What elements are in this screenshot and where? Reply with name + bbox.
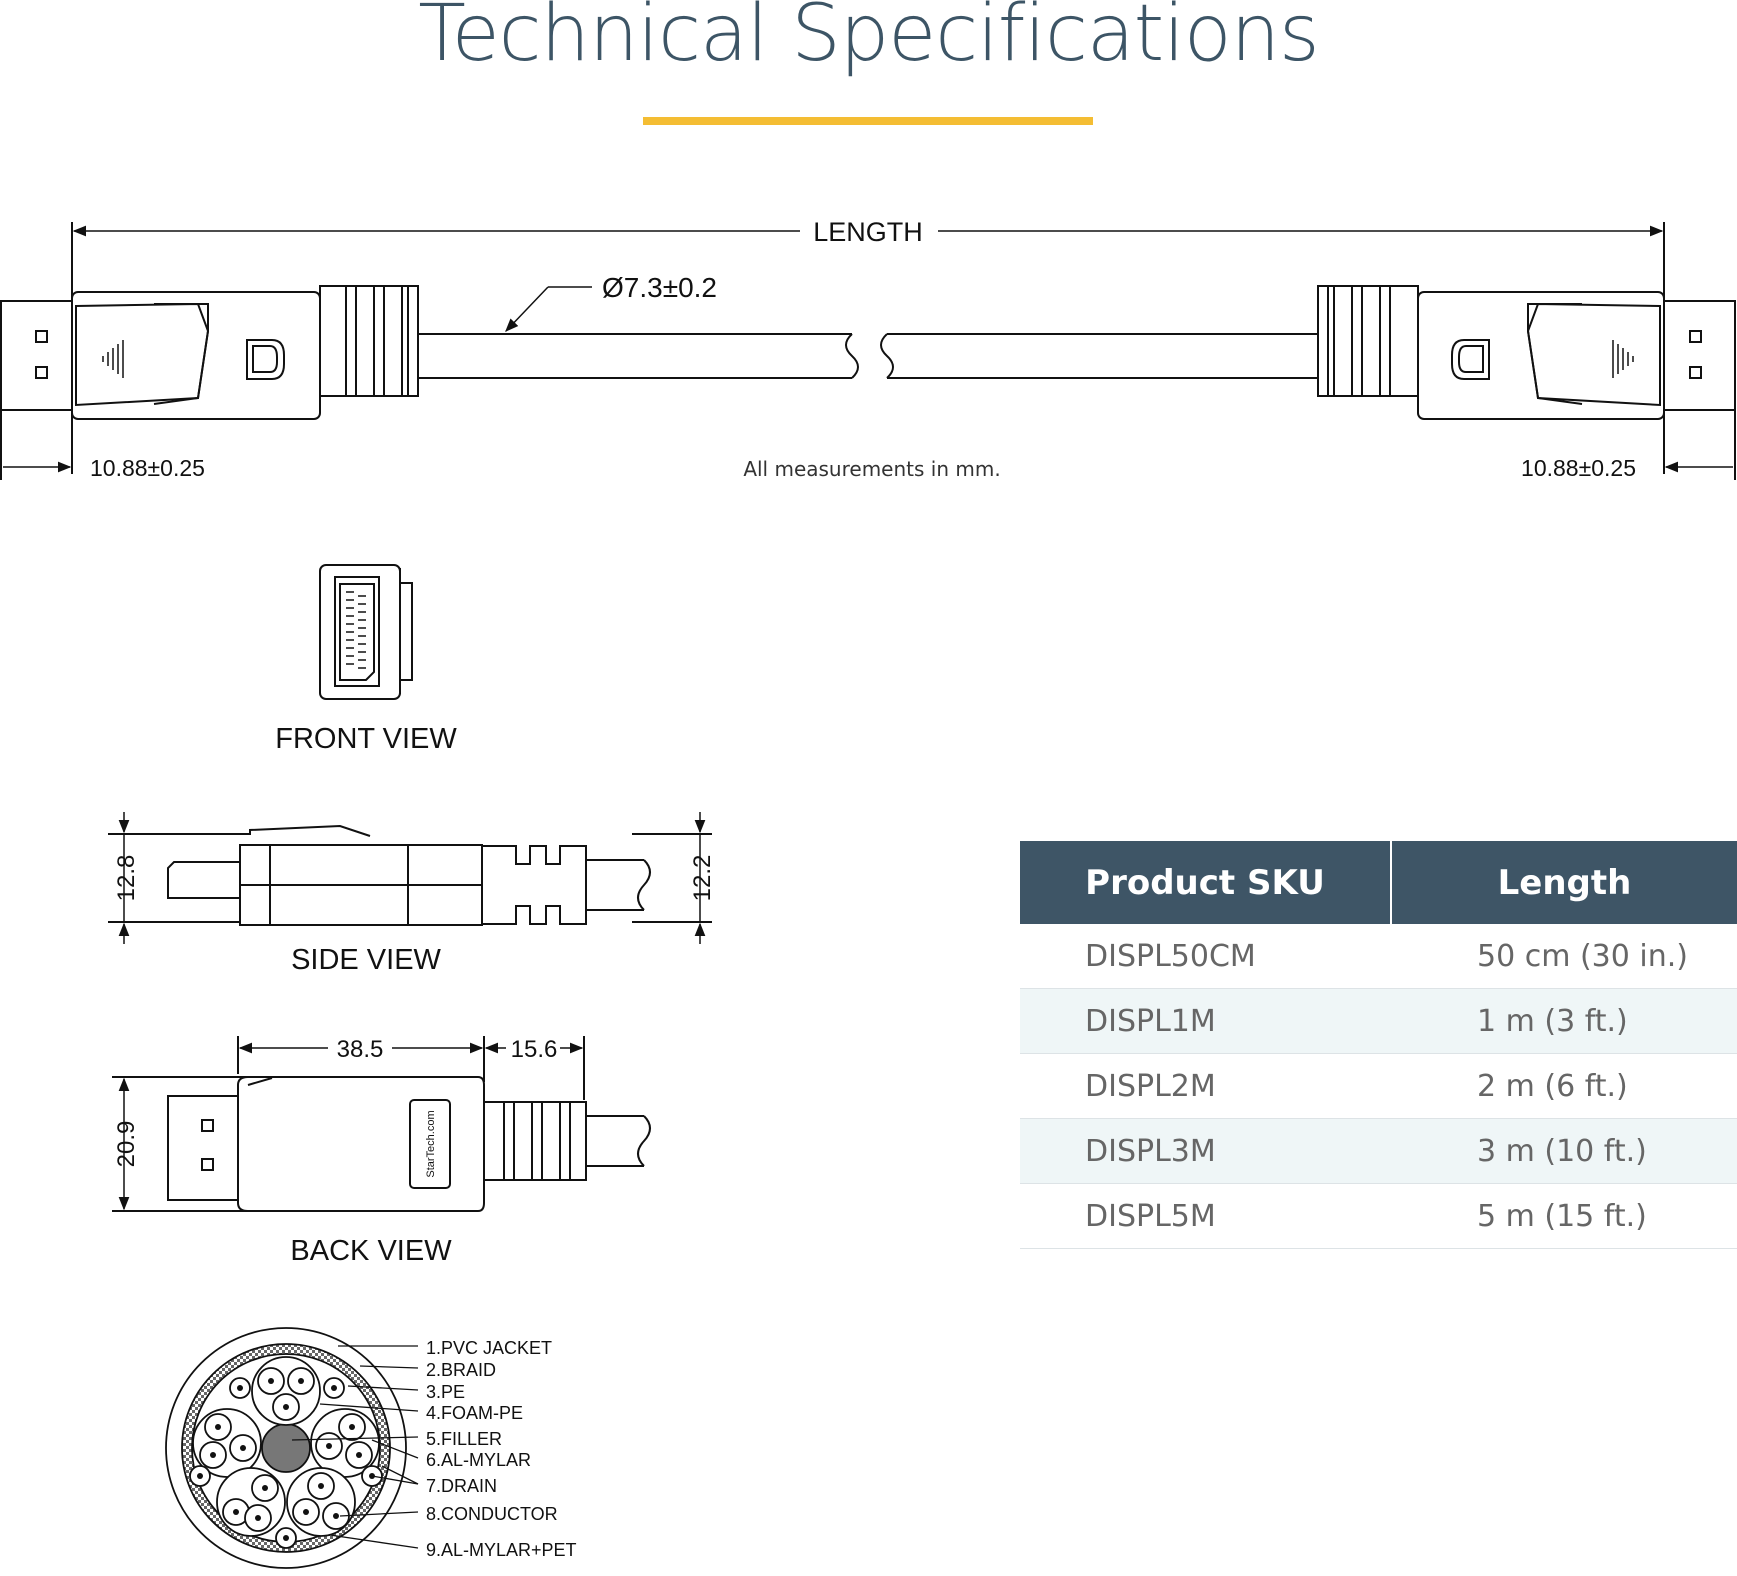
left-plug-dimension: 10.88±0.25 bbox=[90, 455, 205, 481]
side-left-dimension: 12.8 bbox=[113, 854, 140, 902]
diameter-label: Ø7.3±0.2 bbox=[602, 272, 717, 303]
page-title: Technical Specifications bbox=[418, 0, 1319, 79]
table-row bbox=[1020, 1184, 1737, 1249]
sku-cell: DISPL1M bbox=[1020, 989, 1391, 1054]
layer-label: 3.PE bbox=[426, 1382, 466, 1402]
length-cell: 5 m (15 ft.) bbox=[1391, 1184, 1737, 1249]
front-view-label: FRONT VIEW bbox=[275, 723, 457, 755]
table-row bbox=[1020, 989, 1737, 1054]
length-label: LENGTH bbox=[813, 217, 923, 247]
length-cell: 1 m (3 ft.) bbox=[1391, 989, 1737, 1054]
measurement-note: All measurements in mm. bbox=[743, 457, 1001, 481]
sku-length-table bbox=[1020, 841, 1737, 1249]
sku-cell: DISPL3M bbox=[1020, 1119, 1391, 1184]
layer-label: 2.BRAID bbox=[426, 1360, 497, 1380]
sku-cell: DISPL50CM bbox=[1020, 924, 1391, 989]
diameter-leader bbox=[506, 287, 592, 331]
table-row bbox=[1020, 1119, 1737, 1184]
front-view-drawing bbox=[320, 565, 412, 699]
layer-label: 1.PVC JACKET bbox=[426, 1338, 553, 1358]
layer-label: 7.DRAIN bbox=[426, 1476, 498, 1496]
table-header-row bbox=[1020, 841, 1737, 924]
layer-label: 9.AL-MYLAR+PET bbox=[426, 1540, 577, 1560]
back-body-dimension: 38.5 bbox=[336, 1036, 384, 1063]
length-cell: 3 m (10 ft.) bbox=[1391, 1119, 1737, 1184]
back-view-label: BACK VIEW bbox=[290, 1235, 452, 1267]
cable-cross-section bbox=[166, 1328, 406, 1568]
side-view-label: SIDE VIEW bbox=[291, 944, 441, 976]
table-row bbox=[1020, 1054, 1737, 1119]
sku-cell: DISPL2M bbox=[1020, 1054, 1391, 1119]
side-view-drawing bbox=[108, 826, 712, 925]
length-cell: 50 cm (30 in.) bbox=[1391, 924, 1737, 989]
table-row bbox=[1020, 924, 1737, 989]
layer-label: 6.AL-MYLAR bbox=[426, 1450, 532, 1470]
back-strain-dimension: 15.6 bbox=[510, 1036, 558, 1063]
layer-label: 8.CONDUCTOR bbox=[426, 1504, 558, 1524]
cross-section-legend bbox=[426, 1338, 577, 1560]
back-height-dimension: 20.9 bbox=[113, 1120, 140, 1168]
length-cell: 2 m (6 ft.) bbox=[1391, 1054, 1737, 1119]
column-header-length: Length bbox=[1391, 841, 1737, 924]
brand-mark: StarTech.com bbox=[425, 1110, 437, 1178]
cable-top-view bbox=[1, 222, 1735, 480]
column-header-sku: Product SKU bbox=[1020, 841, 1391, 924]
side-right-dimension: 12.2 bbox=[689, 854, 716, 902]
right-plug-dimension: 10.88±0.25 bbox=[1521, 455, 1636, 481]
layer-label: 5.FILLER bbox=[426, 1429, 503, 1449]
layer-label: 4.FOAM-PE bbox=[426, 1403, 524, 1423]
sku-cell: DISPL5M bbox=[1020, 1184, 1391, 1249]
